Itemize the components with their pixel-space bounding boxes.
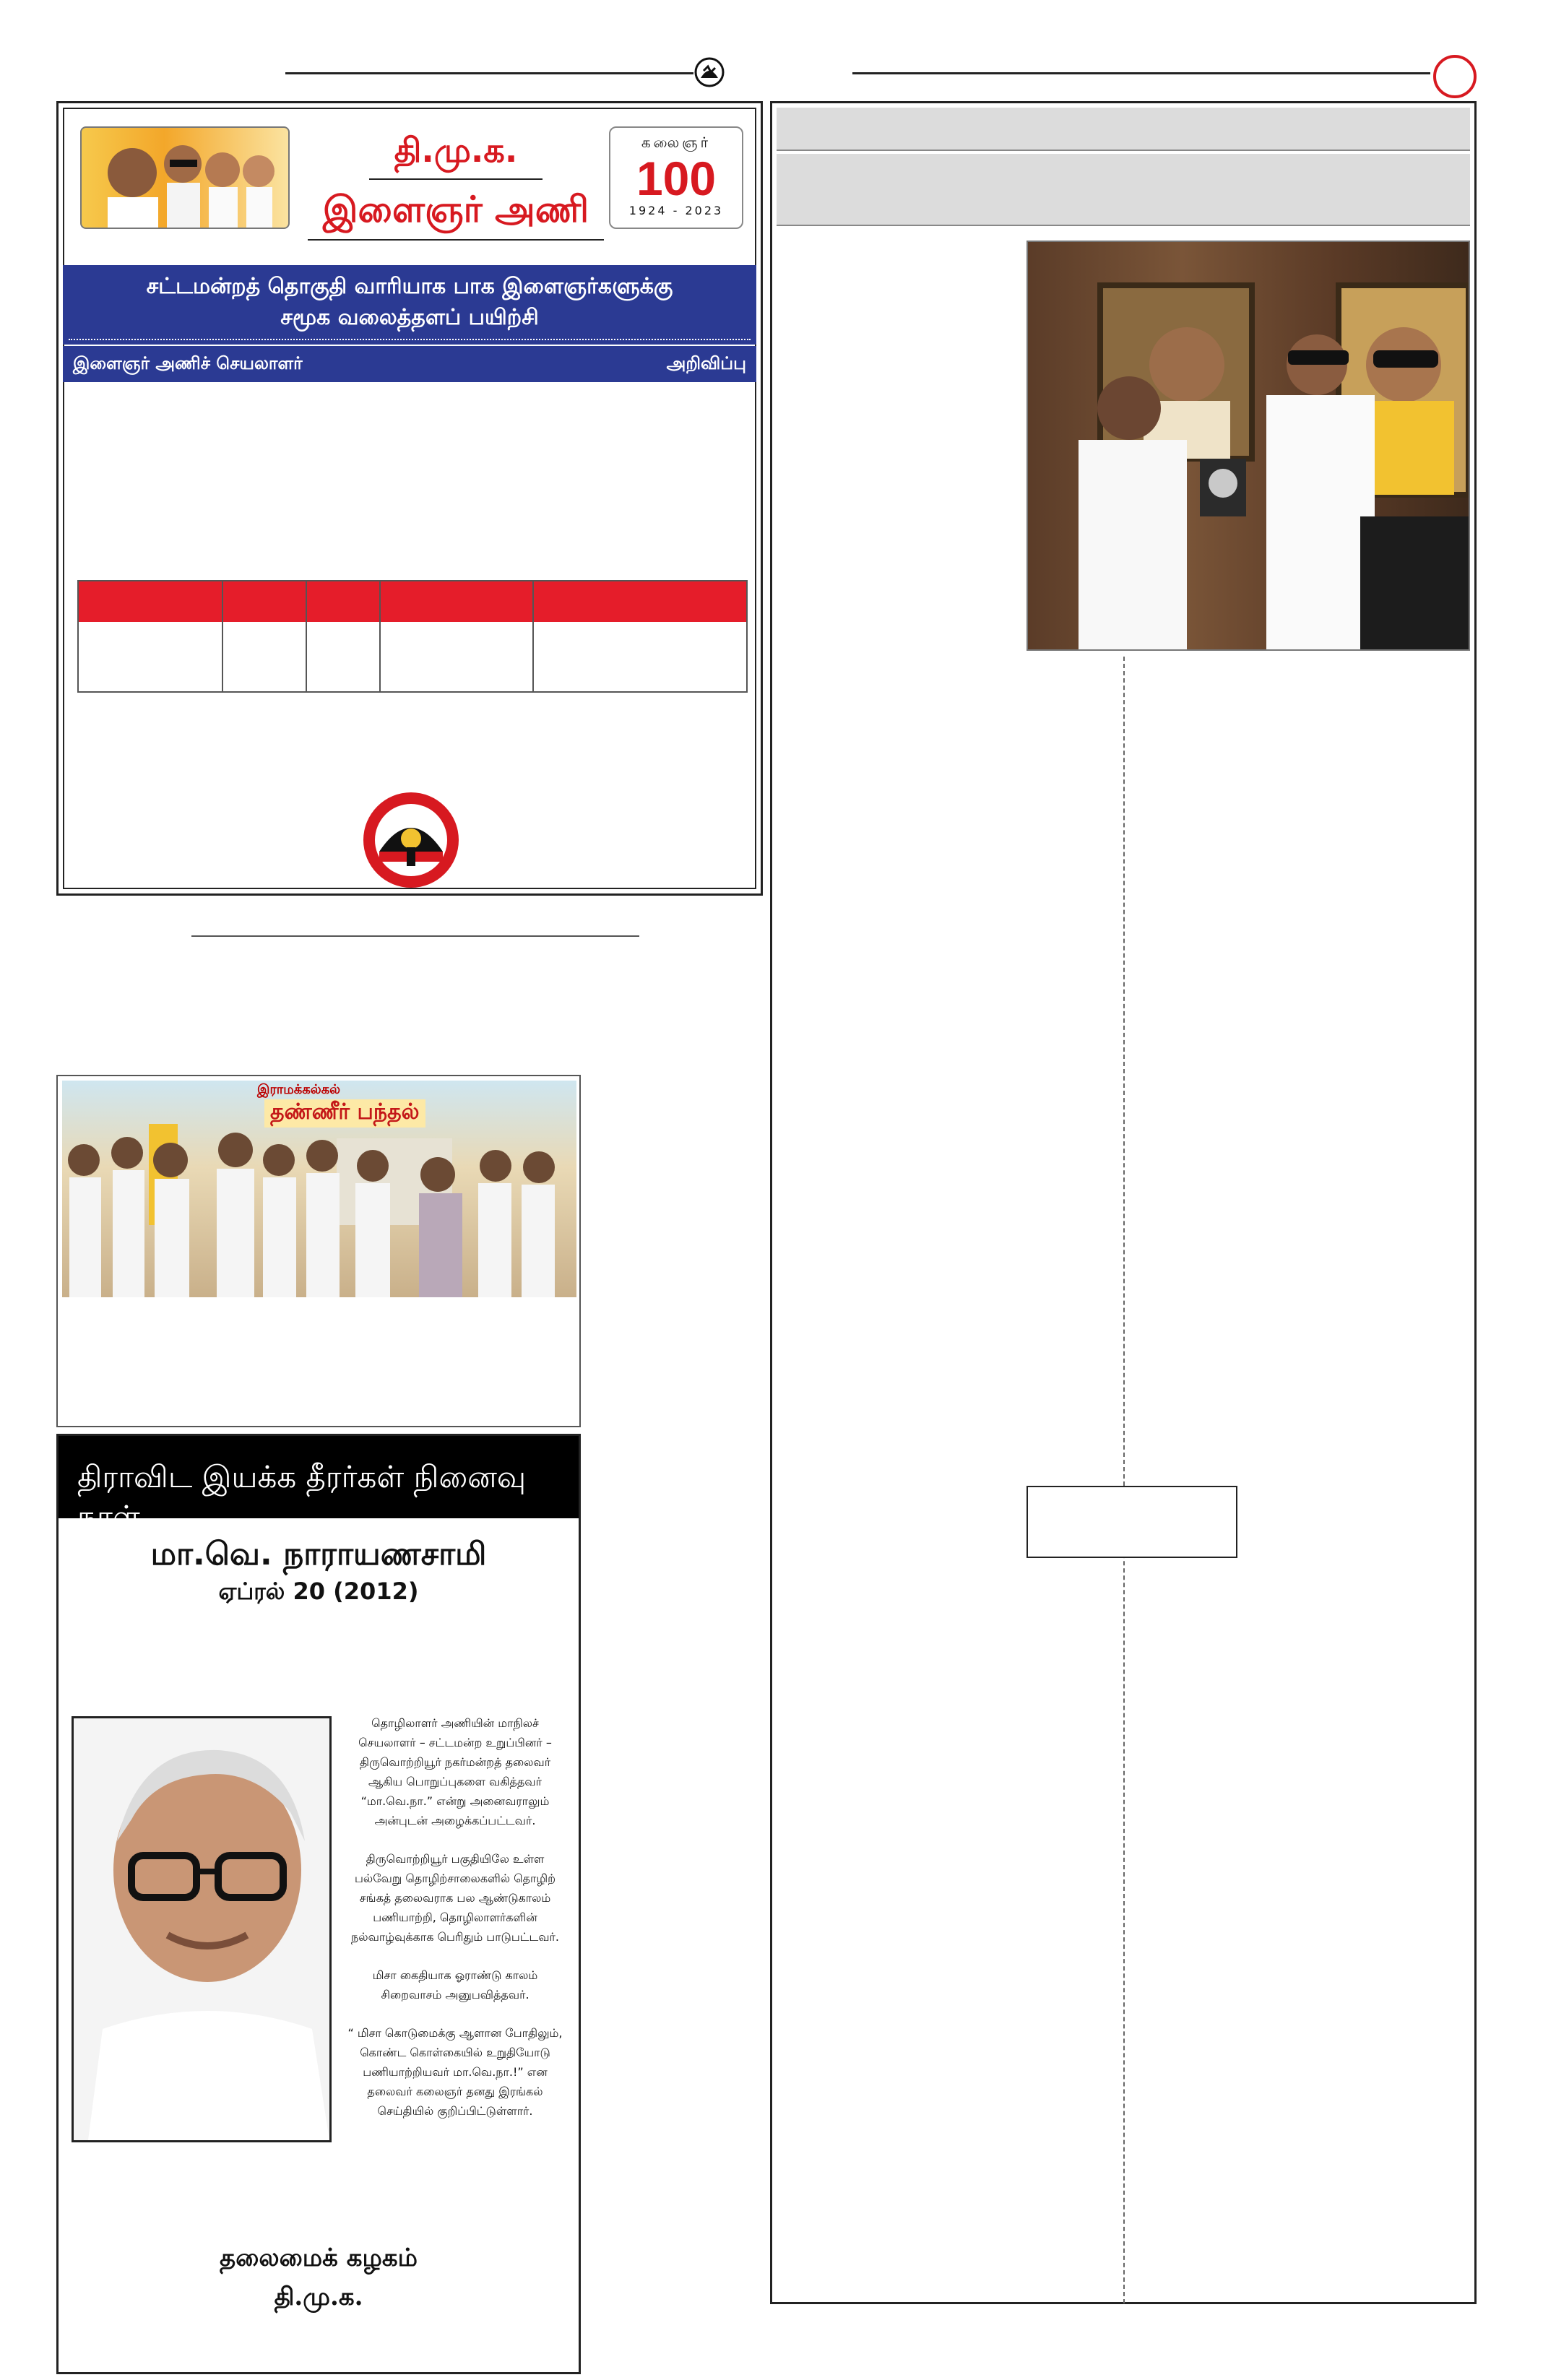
bar-right-label: அறிவிப்பு <box>666 353 746 373</box>
memorial-portrait <box>72 1716 332 2142</box>
memorial-bio <box>342 1713 569 2121</box>
header-rule-right <box>852 72 1430 74</box>
leaders-photo <box>80 126 290 229</box>
table-col-divider-4 <box>532 581 534 691</box>
water-pandal-article <box>56 1075 581 1427</box>
right-headline-bar-2 <box>777 154 1470 226</box>
table-col-divider-3 <box>379 581 381 691</box>
water-pandal-photo <box>62 1081 576 1297</box>
subheading-box <box>1026 1486 1237 1558</box>
pandal-banner-main: தண்ணீர் பந்தல் <box>264 1099 425 1128</box>
bar-left-label: இளைஞர் அணிச் செயலாளர் <box>73 353 303 373</box>
youth-wing-emblem-icon <box>360 789 462 891</box>
memorial-header <box>59 1436 579 1534</box>
separator-rule <box>191 935 639 937</box>
bio-paragraph-1: தொழிலாளர் அணியின் மாநிலச் செயலாளர் – சட்டமன்ற உறுப்பினர் – திருவொற்றியூர் நகர்மன்றத் தலைவர் ஆகிய பொறுப்புகளை வகித்தவர் “மா.வெ.நா.” என்று அனைவராலும் அன்புடன் அழைக்கப்பட்டவர். <box>358 1716 552 1827</box>
announcement-bar <box>63 346 756 382</box>
memorial-box <box>56 1434 581 2374</box>
ad-logo-line2: இளைஞர் அணி <box>322 189 589 230</box>
page-number-circle <box>1433 55 1477 98</box>
pandal-banner-top: இராமக்கல்கல் <box>257 1082 341 1097</box>
memorial-date: ஏப்ரல் 20 (2012) <box>218 1578 419 1605</box>
table-col-divider-1 <box>222 581 223 691</box>
bio-paragraph-3: மிசா கைதியாக ஓராண்டு காலம் சிறைவாசம் அனுபவித்தவர். <box>372 1968 538 2002</box>
meeting-photo <box>1026 241 1470 651</box>
bio-paragraph-4: “ மிசா கொடுமைக்கு ஆளான போதிலும், கொண்ட கொள்கையில் உறுதியோடு பணியாற்றியவர் மா.வெ.நா.!” என தலைவர் கலைஞர் தனது இரங்கல் செய்தியில் குறிப்பிட்டுள்ளார். <box>347 2026 563 2118</box>
ad-logo-underline <box>308 239 604 241</box>
training-banner <box>63 265 756 345</box>
right-article-box <box>770 101 1477 2304</box>
badge-years: 1924 - 2023 <box>628 204 724 217</box>
header-rule-left <box>285 72 693 74</box>
ad-logo-line1: தி.மு.க. <box>394 131 518 170</box>
memorial-section-title: திராவிட இயக்க தீரர்கள் நினைவு நாள் <box>77 1459 527 1534</box>
schedule-table <box>77 580 748 693</box>
youth-wing-ad <box>56 101 763 896</box>
memorial-footer-2: தி.மு.க. <box>274 2282 363 2311</box>
bio-paragraph-2: திருவொற்றியூர் பகுதியிலே உள்ள பல்வேறு தொழிற்சாலைகளில் தொழிற் சங்கத் தலைவராக பல ஆண்டுகாலம் பணியாற்றி, தொழிலாளர்களின் நல்வாழ்வுக்காக பெரிதும் பாடுபட்டவர். <box>351 1852 559 1944</box>
table-col-divider-2 <box>306 581 307 691</box>
badge-number: 100 <box>636 152 717 205</box>
rising-sun-emblem-icon <box>693 56 725 88</box>
kalaignar-100-badge <box>609 126 743 229</box>
right-headline-bar-1 <box>777 108 1470 151</box>
badge-label: கலைஞர் <box>641 134 712 151</box>
ad-logo-divider <box>369 178 543 180</box>
column-divider <box>1123 657 1125 2303</box>
banner-dotted-rule <box>69 339 751 340</box>
memorial-name: மா.வெ. நாராயணசாமி <box>150 1536 487 1572</box>
banner-line1: சட்டமன்றத் தொகுதி வாரியாக பாக இளைஞர்களுக்கு <box>146 274 673 299</box>
banner-line2: சமூக வலைத்தளப் பயிற்சி <box>280 305 539 330</box>
memorial-footer-1: தலைமைக் கழகம் <box>220 2243 418 2272</box>
table-header <box>79 581 746 622</box>
